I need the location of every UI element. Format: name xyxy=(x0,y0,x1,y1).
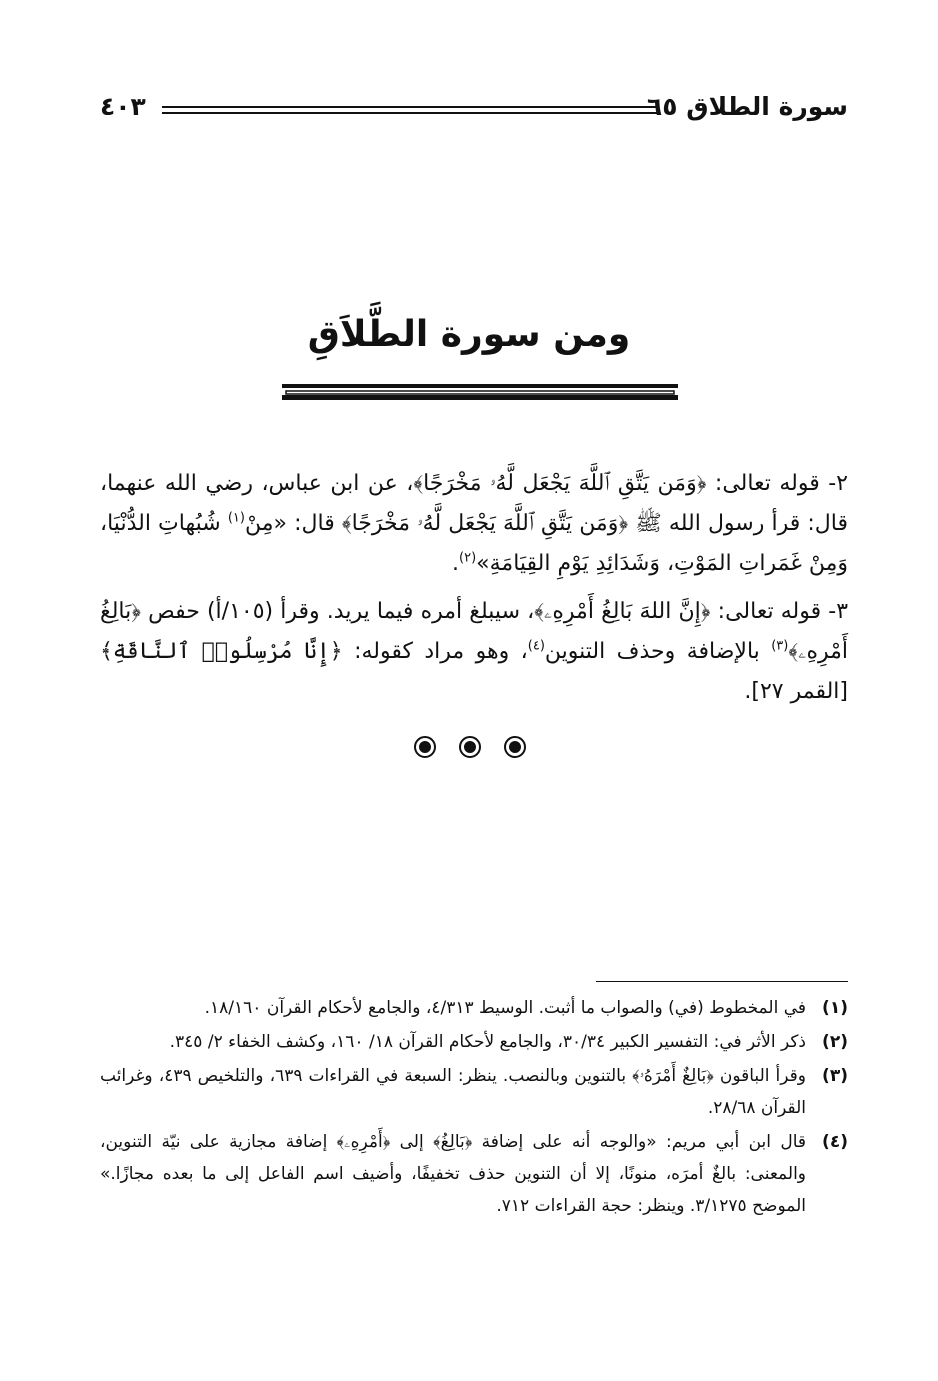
footnote-ref[interactable]: (٤) xyxy=(527,638,545,654)
quran-verse: ﴿إِنَّ اللهَ بَالِغُ أَمْرِهِۦ﴾ xyxy=(534,599,711,624)
paragraph-text: ٣- قوله تعالى: xyxy=(710,599,849,624)
paragraph-text: ، سيبلغ أمره فيما يريد. وقرأ (١٠٥/أ) حفص xyxy=(140,599,535,624)
paragraph-text: . xyxy=(452,551,460,576)
footnote-ref[interactable]: (١) xyxy=(227,510,245,526)
footnote xyxy=(100,1026,848,1058)
footnote-ref[interactable]: (٢) xyxy=(459,550,477,566)
section-end-ornament xyxy=(410,734,540,760)
running-header xyxy=(100,92,848,132)
paragraph-text: شُبُهاتِ الدُّنْيَا، وَمِنْ غَمَراتِ المَوْتِ، وَشَدَائِدِ يَوْمِ القِيَامَةِ» xyxy=(100,511,848,576)
quran-verse: ﴿وَمَن يَتَّقِ ٱللَّهَ يَجْعَل لَّهُۥ مَخْرَجًا﴾ xyxy=(413,471,707,496)
paragraph-text: ، عن ابن عباس، رضي الله عنهما، قال: قرأ رسول الله ﷺ xyxy=(100,471,849,536)
chapter-title: ومن سورة الطَّلاَقِ xyxy=(307,314,631,355)
footnote-text: ذكر الأثر في: التفسير الكبير ٣٠/٣٤، والجامع لأحكام القرآن ١٨/ ١٦٠، وكشف الخفاء ٢/ ٣٤٥. xyxy=(169,1032,806,1052)
paragraph-text: ، وهو مراد كقوله: xyxy=(342,639,528,664)
paragraph-text: بالإضافة وحذف التنوين xyxy=(544,639,772,664)
footnotes xyxy=(100,992,848,1224)
footnote-separator xyxy=(596,981,848,982)
footnote-number: (٤) xyxy=(822,1132,848,1152)
footnote-number: (٢) xyxy=(822,1032,848,1052)
paragraph-text: قال: «مِنْ xyxy=(244,511,342,536)
footnote-ref[interactable]: (٣) xyxy=(771,638,789,654)
footnote xyxy=(100,1126,848,1222)
ornament-icon xyxy=(415,737,525,757)
title-underline-ornament xyxy=(282,380,678,402)
quran-verse: ﴿إِنَّا مُرْسِلُوا۟ ٱلنَّاقَةِ﴾ xyxy=(100,639,343,664)
footnote-text: قال ابن أبي مريم: «والوجه أنه على إضافة ﴿بَالِغُ﴾ إلى ﴿أَمْرِهِۦ﴾ إضافة مجازية على نيّة التنوين، والمعنى: بالغٌ أمرَه، منونًا، إلا أن التنوين حذف تخفيفًا، وأضيف اسم الفاعل إلى ما بعده مجازًا.» الموضح ٣/١٢٧٥. وينظر: حجة القراءات ٧١٢. xyxy=(100,1132,806,1216)
footnote xyxy=(100,1060,848,1124)
footnote-text: وقرأ الباقون ﴿بَالِغٌ أَمْرَهُۥ﴾ بالتنوين وبالنصب. ينظر: السبعة في القراءات ٦٣٩، والتلخيص ٤٣٩، وغرائب القرآن ٢٨/٦٨. xyxy=(100,1066,806,1118)
footnote-number: (٣) xyxy=(822,1066,848,1086)
paragraph-text: ٢- قوله تعالى: xyxy=(706,471,848,496)
paragraph-verse-2 xyxy=(100,464,848,584)
running-header-surah: سورة الطلاق ٦٥ xyxy=(647,92,848,121)
footnote-text: في المخطوط (في) والصواب ما أثبت. الوسيط ٤/٣١٣، والجامع لأحكام القرآن ١٨/١٦٠. xyxy=(204,998,806,1018)
paragraph-verse-3 xyxy=(100,592,848,712)
footnote-number: (١) xyxy=(822,998,848,1018)
body-text xyxy=(100,464,848,720)
paragraph-text: [القمر ٢٧]. xyxy=(744,679,848,704)
quran-verse: ﴿بَالِغُ أَمْرِهِۦ﴾ xyxy=(100,599,849,664)
footnote xyxy=(100,992,848,1024)
header-rule xyxy=(162,106,658,114)
page-number: ٤٠٣ xyxy=(100,92,146,121)
quran-verse: ﴿وَمَن يَتَّقِ ٱللَّهَ يَجْعَل لَّهُۥ مَخْرَجًا﴾ xyxy=(341,511,629,536)
